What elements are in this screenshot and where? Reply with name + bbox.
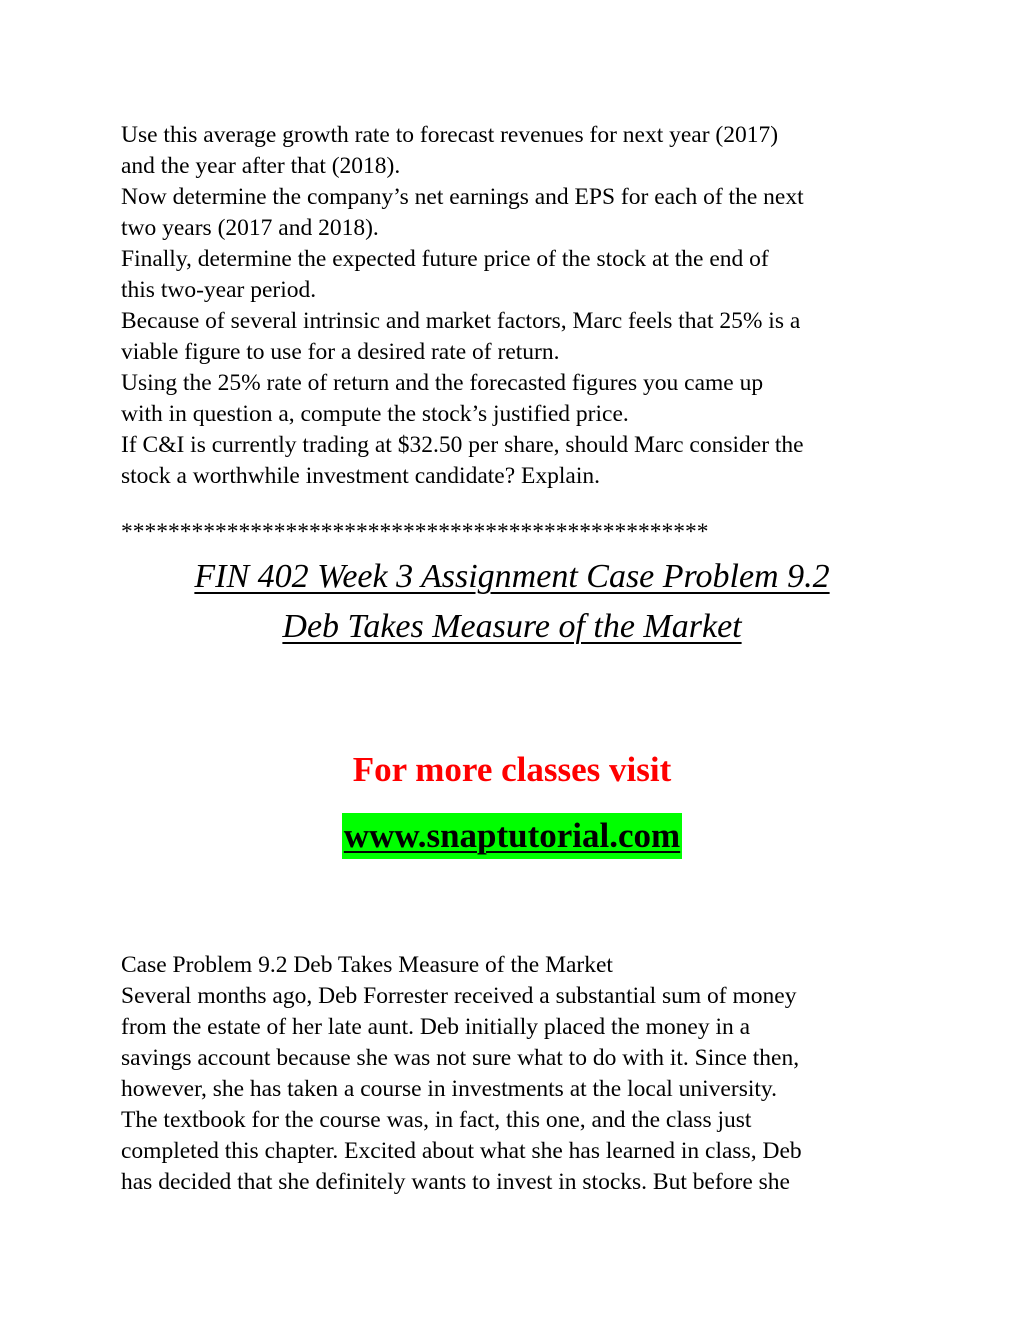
text-line: however, she has taken a course in investments at the local university. xyxy=(121,1076,777,1102)
text-line: savings account because she was not sure what to do with it. Since then, xyxy=(121,1045,800,1071)
text-line: stock a worthwhile investment candidate? Explain. xyxy=(121,463,600,489)
text-line: The textbook for the course was, in fact, this one, and the class just xyxy=(121,1107,752,1133)
asterisk-separator: ************************************************** xyxy=(121,519,709,545)
snaptutorial-link[interactable]: www.snaptutorial.com xyxy=(342,813,682,859)
questions-paragraph xyxy=(121,120,921,492)
text-line: with in question a, compute the stock’s justified price. xyxy=(121,401,629,427)
title-text: FIN 402 Week 3 Assignment Case Problem 9.2 xyxy=(194,558,830,595)
text-line: from the estate of her late aunt. Deb initially placed the money in a xyxy=(121,1014,751,1040)
promo-link-container xyxy=(0,813,1024,859)
text-line: and the year after that (2018). xyxy=(121,153,401,179)
promo-heading: For more classes visit xyxy=(352,750,672,789)
text-line: If C&I is currently trading at $32.50 per share, should Marc consider the xyxy=(121,432,804,458)
text-line: this two-year period. xyxy=(121,277,317,303)
text-line: has decided that she definitely wants to invest in stocks. But before she xyxy=(121,1169,790,1195)
text-line: Several months ago, Deb Forrester received a substantial sum of money xyxy=(121,983,797,1009)
title-text: Deb Takes Measure of the Market xyxy=(282,608,742,645)
text-line: Now determine the company’s net earnings and EPS for each of the next xyxy=(121,184,804,210)
text-line: Finally, determine the expected future price of the stock at the end of xyxy=(121,246,769,272)
text-line: Case Problem 9.2 Deb Takes Measure of the Market xyxy=(121,952,613,978)
case-problem-paragraph xyxy=(121,950,921,1198)
text-line: Using the 25% rate of return and the forecasted figures you came up xyxy=(121,370,764,396)
assignment-title-line-1 xyxy=(0,557,1024,597)
text-line: Use this average growth rate to forecast revenues for next year (2017) xyxy=(121,122,779,148)
assignment-title-line-2 xyxy=(0,607,1024,647)
text-line: Because of several intrinsic and market factors, Marc feels that 25% is a xyxy=(121,308,801,334)
text-line: completed this chapter. Excited about what she has learned in class, Deb xyxy=(121,1138,802,1164)
text-line: viable figure to use for a desired rate of return. xyxy=(121,339,560,365)
text-line: two years (2017 and 2018). xyxy=(121,215,379,241)
